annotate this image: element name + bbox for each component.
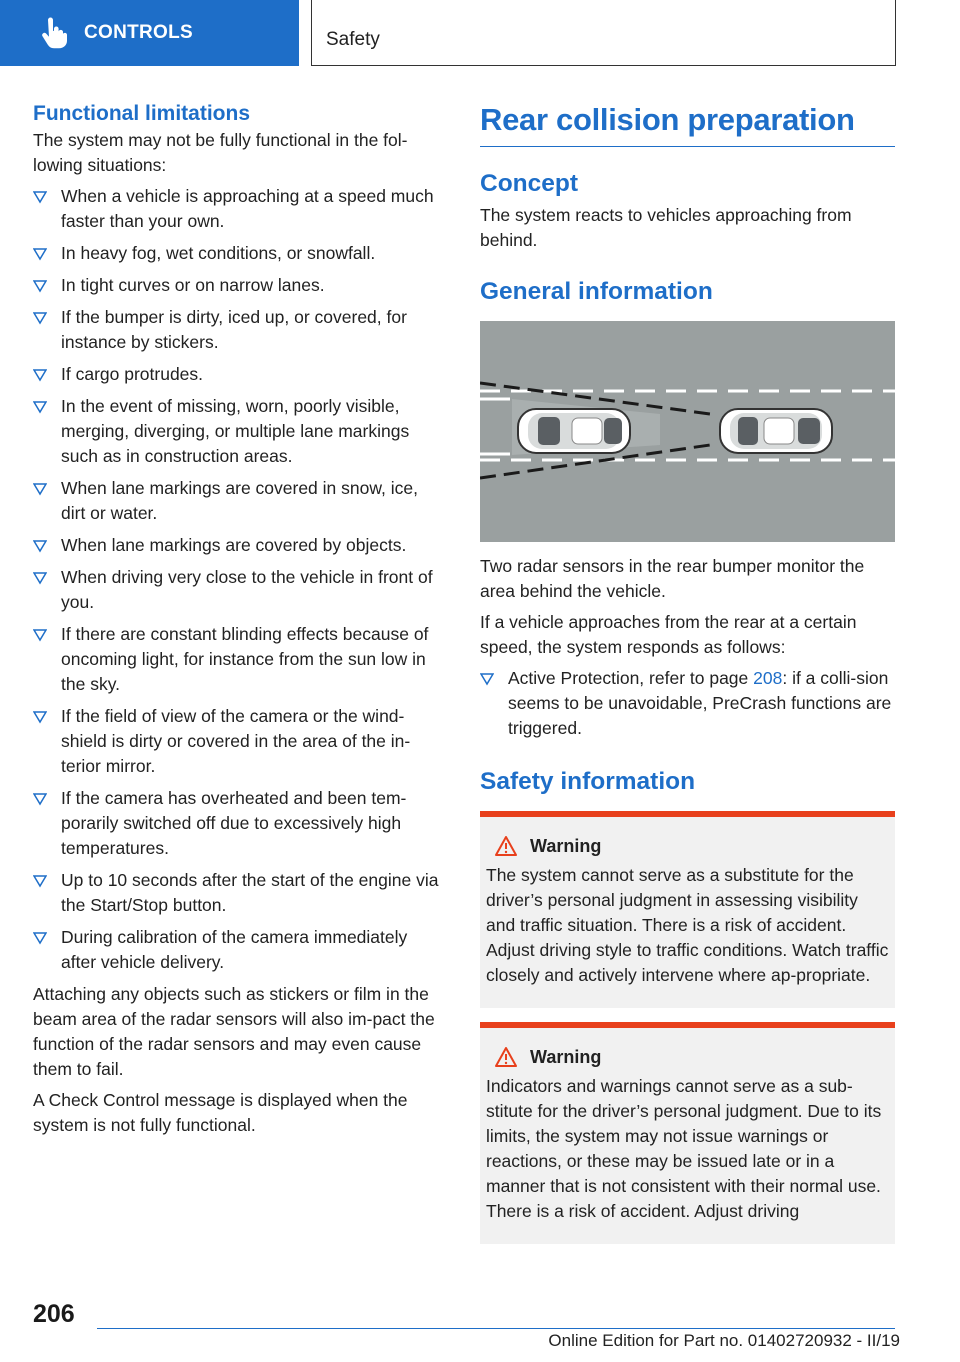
list-item-text: If the field of view of the camera or the wind-shield is dirty or covered in the area of the in-terior mirror. [61,706,411,776]
list-item [33,476,447,526]
warning-text: The system cannot serve as a substitute for the driver’s personal judgment in assessing visibility and traffic situation. There is a risk of accident. Adjust driving style to traffic conditions. Watch traffic closely and actively intervene where ap-propriate. [486,865,889,985]
response-list [480,666,895,741]
triangle-bullet-icon [33,792,47,806]
list-item [33,925,447,975]
edition-text: Online Edition for Part no. 01402720932 - II/19 [548,1331,900,1350]
triangle-bullet-icon [480,672,494,686]
list-item-text: In the event of missing, worn, poorly visible, merging, diverging, or multiple lane markings such as in construction areas. [61,396,410,466]
approach-text: If a vehicle approaches from the rear at a certain speed, the system responds as follows: [480,612,857,657]
page-number: 206 [33,1300,75,1328]
limitations-list [33,184,447,975]
list-item [33,362,447,387]
triangle-bullet-icon [33,279,47,293]
left-column [33,100,447,1138]
concept-text: The system reacts to vehicles approaching from behind. [480,205,852,250]
list-item [33,704,447,779]
footer-divider [97,1328,895,1329]
list-item [33,305,447,355]
hand-pointer-icon [36,16,70,50]
list-item-text: Up to 10 seconds after the start of the engine via the Start/Stop button. [61,870,439,915]
list-item [33,241,447,266]
chapter-tab[interactable] [0,0,299,66]
list-item [33,565,447,615]
list-item [33,786,447,861]
triangle-bullet-icon [33,628,47,642]
radar-sensor-note: Attaching any objects such as stickers or film in the beam area of the radar sensors will also im-pact the function of the radar sensors and may even cause them to fail. [33,984,435,1079]
triangle-bullet-icon [33,311,47,325]
figure-caption: Two radar sensors in the rear bumper monitor the area behind the vehicle. [480,556,865,601]
warning-triangle-icon [494,835,518,857]
list-item-text: In heavy fog, wet conditions, or snowfall. [61,243,376,263]
list-item-text: When driving very close to the vehicle in front of you. [61,567,433,612]
safety-information-heading: Safety information [480,768,696,795]
warning-box-2 [480,1022,895,1244]
warning-title: Warning [530,835,602,856]
list-item-text: If cargo protrudes. [61,364,204,384]
triangle-bullet-icon [33,931,47,945]
list-item-text: If there are constant blinding effects because of oncoming light, for instance from the sun low in the sky. [61,624,429,694]
list-item-text: When lane markings are covered by objects. [61,535,407,555]
active-protection-text: Active Protection, refer to page [508,668,754,688]
triangle-bullet-icon [33,571,47,585]
limitations-intro: The system may not be fully functional in the fol-lowing situations: [33,130,408,175]
functional-limitations-heading: Functional limitations [33,102,251,125]
list-item-text: In tight curves or on narrow lanes. [61,275,325,295]
triangle-bullet-icon [33,368,47,382]
concept-heading: Concept [480,170,578,197]
chapter-label: CONTROLS [84,22,194,43]
section-header [311,0,896,66]
rear-radar-illustration [480,321,895,542]
list-item [33,273,447,298]
list-item [33,533,447,558]
triangle-bullet-icon [33,874,47,888]
list-item [33,394,447,469]
list-item-text: If the bumper is dirty, iced up, or covered, for instance by stickers. [61,307,407,352]
front-car [720,409,832,453]
warning-title: Warning [530,1046,602,1067]
list-item-text: If the camera has overheated and been tem-porarily switched off due to excessively high temperatures. [61,788,407,858]
list-item-text: When lane markings are covered in snow, ice, dirt or water. [61,478,418,523]
list-item-text: During calibration of the camera immediately after vehicle delivery. [61,927,408,972]
warning-text: Indicators and warnings cannot serve as a sub-stitute for the driver’s personal judgment. Due to its limits, the system may not issue warnings or reactions, or these may be issued late or in a manner that is not consistent with their normal use. There is a risk of accident. Adjust driving [486,1076,882,1221]
list-item-text: When a vehicle is approaching at a speed much faster than your own. [61,186,434,231]
triangle-bullet-icon [33,400,47,414]
general-information-heading: General information [480,278,713,305]
list-item [480,666,895,741]
triangle-bullet-icon [33,710,47,724]
right-column [480,100,895,1244]
triangle-bullet-icon [33,190,47,204]
triangle-bullet-icon [33,247,47,261]
triangle-bullet-icon [33,539,47,553]
triangle-bullet-icon [33,482,47,496]
page-208-link[interactable]: 208 [753,668,783,688]
section-title: Safety [326,29,380,50]
check-control-note: A Check Control message is displayed when the system is not fully functional. [33,1090,408,1135]
page-title: Rear collision preparation [480,100,895,147]
warning-box-1 [480,811,895,1008]
list-item [33,868,447,918]
rear-car [518,409,630,453]
list-item [33,184,447,234]
active-protection-text-end: : if a colli-sion seems to be unavoidable, PreCrash functions are triggered. [508,668,892,738]
warning-triangle-icon [494,1046,518,1068]
list-item [33,622,447,697]
